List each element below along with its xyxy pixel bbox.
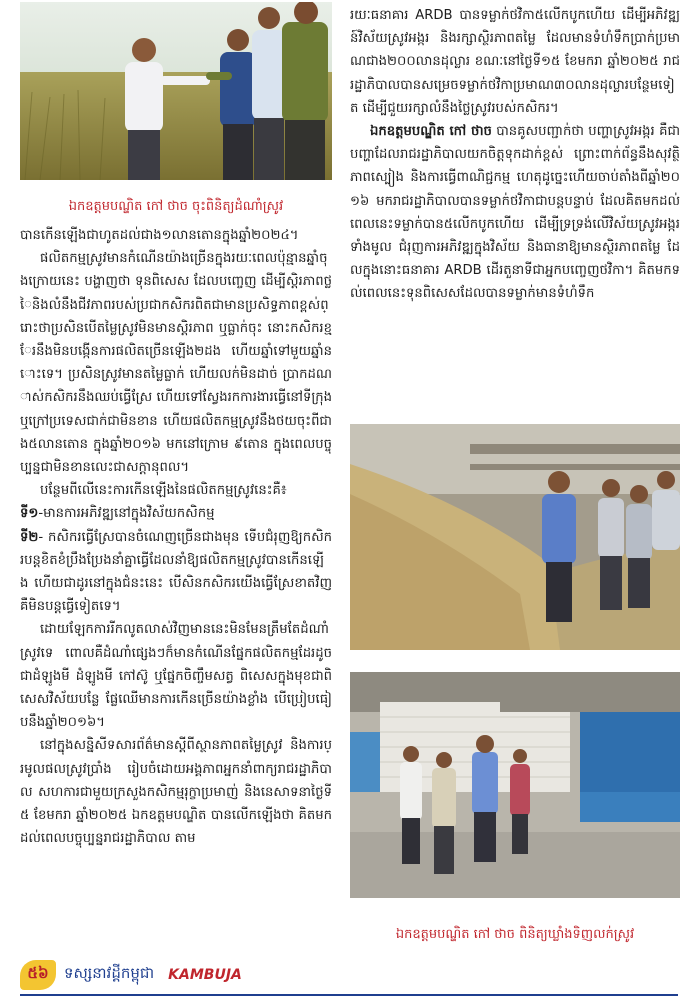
paragraph: រយៈធនាគារ ARDB បានទម្លាក់ថវិកា៥លើកបូកហើយ ដើម្បីអភិវឌ្ឍន៍វិស័យស្រូវអង្ករ និងរក្សាស្ថិរភាពតម្លៃ ដែលមានទំហំទឹកប្រាក់ប្រមាណជាង២០០លានដុល្លារ ខណៈនៅថ្ងៃទី១៥ ខែមករា ឆ្នាំ២០២៥ រាជរដ្ឋាភិបាលបានសម្រេចទម្លាក់ថវិកាប្រមាណ៣០លានដុល្លារបន្ថែមទៀត ដើម្បីជួយរក្សាលំនឹងថ្លៃស្រូវរបស់កសិករ។: [350, 8, 680, 116]
paragraph: បានកើនឡើងជាហូតដល់ជាង១លានតោនក្នុងឆ្នាំ២០២៤។: [20, 228, 299, 243]
list-item-2: [20, 526, 332, 619]
left-body-text: [20, 224, 332, 850]
footer-rule: [20, 994, 678, 996]
paragraph: ដោយឡែកការរីកលូតលាស់វិញមាននេះមិនមែនត្រឹមតែដំណាំស្រូវទេ ពោលគឺដំណាំផ្សេងៗក៏មានកំណើនផ្នែកផលិតកម្មដែរដូចជាដំឡូងមី ដំឡូងមី កៅស៊ូ ឬផ្នែកចិញ្ចឹមសត្វ ពិសេសក្នុងមុខជាពិសេសវិស័យបន្លែ ផ្លែឈើមានការកើនច្រើនយ៉ាងខ្លាំង បើប្រៀបធៀបនឹងឆ្នាំ២០១៦។: [20, 622, 332, 731]
page-number: ៥៦: [20, 960, 56, 990]
list-text: -មានការអភិវឌ្ឍនៅក្នុងវិស័យកសិកម្ម: [38, 506, 215, 522]
right-column: [350, 0, 680, 1000]
field-visit-photo: [20, 2, 332, 180]
list-text: - កសិករធ្វើស្រែបានចំណេញច្រើនជាងមុន ទើបជំរុញឱ្យកសិករបន្តខិតខំប្រឹងប្រែងនាំគ្នាធ្វើដែលនាំឱ្យផលិតកម្មស្រូវបានកើនឡើង ហើយជាដូរនៅក្នុងជំនះនេះ បើសិនកសិករយើងធ្វើស្រែខាតវិញ គឺមិនបន្តធ្វើទៀតទេ។: [20, 529, 332, 615]
field-visit-photo-caption: ឯកឧត្តមបណ្ឌិត កៅ ថាច ចុះពិនិត្យដំណាំស្រូវ: [68, 199, 284, 214]
list-number: ទី២: [20, 529, 39, 545]
person-name: ឯកឧត្តមបណ្ឌិត កៅ ថាច: [370, 124, 492, 140]
right-body-text: [350, 4, 680, 306]
paragraph: ផលិតកម្មស្រូវមានកំណើនយ៉ាងច្រើនក្នុងរយៈពេលប៉ុន្មានឆ្នាំចុងក្រោយនេះ បង្ហាញថា ទុនពិសេស ដែលបញ្ចេញ ដើម្បីស្តិរភាពថ្លៃនិងលំនឹងជីវភាពរបស់ប្រជាកសិករពិតជាមានប្រសិទ្ធភាពខ្ពស់ព្រោះថាប្រសិនបើតម្លៃស្រូវមិនមានស្តិរភាព ឬធ្លាក់ចុះ នោះកសិករខ្មែរនឹងមិនបង្កើនការផលិតច្រើនឡើង២ដង ហើយឆ្នាំទៅមួយឆ្នាំនោះទេ។ ប្រសិនស្រូវមានតម្លៃធ្លាក់ ហើយលក់មិនដាច់ ប្រាកដណាស់កសិករនឹងឈប់ធ្វើស្រែ ហើយទៅស្វែងរកការងារធ្វើនៅទីក្រុង ឬក្រៅប្រទេសជាក់ជាមិនខាន ហើយផលិតកម្មស្រូវនឹងថយចុះពីជាង៥លានតោន ក្នុងឆ្នាំ២០១៦ មកនៅក្រោម ៩តោន ក្នុងពេលបច្ចុប្បន្នជាមិនខានលេះជាសក្តានុពល។: [20, 251, 332, 476]
paragraph: [350, 120, 680, 306]
magazine-title: ទស្សនាវដ្តីកម្ពុជា: [64, 964, 155, 982]
paragraph: នៅក្នុងសន្និសីទសារព័ត៌មានស្តីពីស្ថានភាពតម្លៃស្រូវ និងការប្រមូលផលស្រូវប្រាំង រៀបចំដោយអង្គភាពអ្នកនាំពាក្យរាជរដ្ឋាភិបាល សហការជាមួយក្រសួងកសិកម្មរុក្ខាប្រមាញ់ និងនេសាទនាថ្ងៃទី៥ ខែមករា ឆ្នាំ២០២៥ ឯកឧត្តមបណ្ឌិត បានលើកឡើងថា គិតមកដល់ពេលបច្ចុប្បន្នរាជរដ្ឋាភិបាល តាម: [20, 738, 332, 847]
list-item-1: [20, 502, 332, 525]
paragraph: បន្ថែមពីលើនេះការកើនឡើងនៃផលិតកម្មស្រូវនេះគឺ៖: [40, 483, 287, 499]
warehouse-photo: [350, 672, 680, 898]
warehouse-photo-caption: ឯកឧត្តមបណ្ឌិត កៅ ថាច ពិនិត្យឃ្លាំងទិញលក់ស្រូវ: [395, 927, 635, 942]
paragraph-text: បានគូសបញ្ជាក់ថា បញ្ហាស្រូវអង្ករ គឺជាបញ្ហាដែលរាជរដ្ឋាភិបាលយកចិត្តទុកដាក់ខ្ពស់ ព្រោះពាក់ព័ន្ធនឹងសុវត្ថិភាពស្បៀង និងការធ្វើពាណិជ្ជកម្ម ហេតុដូច្នេះហើយចាប់តាំងពីឆ្នាំ២០១៦ មករាជរដ្ឋាភិបាលបានទម្លាក់ថវិកាជាបន្តបន្ទាប់ ដែលគិតមកដល់ពេលនេះទម្លាក់បាន៥លើកបូកហើយ ដើម្បីទ្រទ្រង់លើវិស័យស្រូវអង្ករទាំងមូល ជំរុញការអភិវឌ្ឍក្នុងវិស័យ និងធានាឱ្យមានស្ថិរភាពតម្លៃ ដែលក្នុងនោះធនាគារ ARDB ដើរតួនាទីជាអ្នកបញ្ចេញថវិកា។ គិតមកទល់ពេលនេះទុនពិសេសដែលបានទម្លាក់មានទំហំទឹក: [350, 124, 680, 302]
left-column: [20, 0, 332, 1000]
page-footer: [20, 958, 420, 992]
list-number: ទី១: [20, 506, 39, 522]
magazine-brand: KAMBUJA: [168, 967, 242, 983]
rice-pile-photo: [350, 424, 680, 650]
